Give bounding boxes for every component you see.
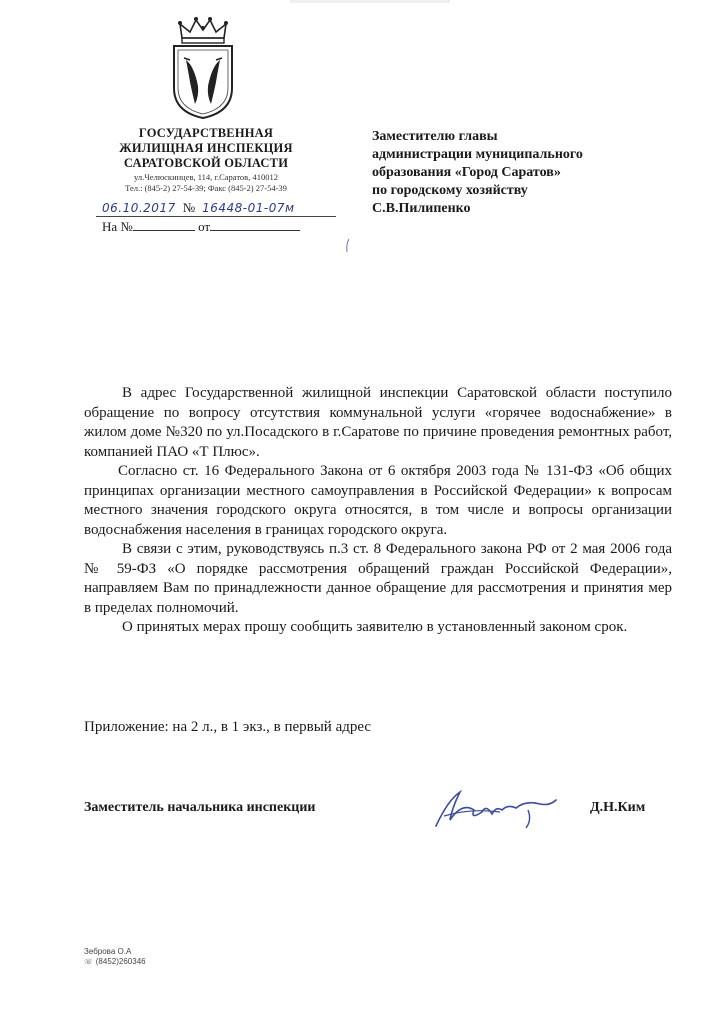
pen-mark-icon [344,238,352,254]
org-name-line: САРАТОВСКОЙ ОБЛАСТИ [123,156,289,170]
signer-name: Д.Н.Ким [590,800,646,815]
addressee-line: Заместителю главы [372,129,498,144]
registration-number: 16448-01-07м [202,201,295,215]
signer-title: Заместитель начальника инспекции [84,800,316,815]
body-paragraph: О принятых мерах прошу сообщить заявителю в установленный законом срок. [122,619,628,635]
executor-phone: (8452)260346 [95,957,146,966]
executor-phone-line [84,957,146,968]
addressee-line: образования «Город Саратов» [372,165,561,180]
reply-date-blank [210,218,300,231]
org-name-line: ЖИЛИЩНАЯ ИНСПЕКЦИЯ [119,141,293,155]
addressee-block [372,128,672,218]
addressee-line: по городскому хозяйству [372,183,528,198]
handwritten-signature-icon [430,786,560,830]
body-paragraph: В связи с этим, руководствуясь п.3 ст. 8 Федерального закона РФ от 2 мая 2006 года № 59-ФЗ «О порядке рассмотрения обращений граждан Российской Федерации», направляем Вам по принадлежности данное обращение для рассмотрения и принятия мер в пределах полномочий. [84,541,672,616]
reply-ot-label: от [198,219,211,234]
letter-body [84,384,672,638]
org-address: ул.Челюскинцев, 114, г.Саратов, 410012 [134,172,278,182]
org-name-line: ГОСУДАРСТВЕННАЯ [138,126,274,140]
organization-name [100,126,312,171]
organization-contacts [100,172,312,194]
org-phones: Тел.: (845-2) 27-54-39; Факс (845-2) 27-54-39 [125,183,287,193]
scan-artifact [290,0,450,6]
registration-underline [96,216,336,217]
body-paragraph: В адрес Государственной жилищной инспекции Саратовской области поступило обращение по вопросу отсутствия коммунальной услуги «горячее водоснабжение» в жилом доме №320 по ул.Посадского в г.Саратове по причине проведения ремонтных работ, компанией ПАО «Т Плюс». [84,385,672,460]
attachment-note: Приложение: на 2 л., в 1 экз., в первый адрес [84,719,372,735]
registration-date: 06.10.2017 [102,201,176,215]
addressee-line: администрации муниципального [372,147,583,162]
reply-reference-line [102,218,300,235]
reply-number-blank [133,218,195,231]
reply-na-label: На № [102,219,133,234]
addressee-line: С.В.Пилипенко [372,201,471,216]
executor-info [84,947,146,968]
coat-of-arms-icon [168,16,238,120]
executor-name: Зеброва О.А [84,947,132,956]
number-label: № [182,200,196,215]
registration-line [96,200,336,218]
body-paragraph: Согласно ст. 16 Федерального Закона от 6 октября 2003 года № 131-ФЗ «Об общих принципах организации местного самоуправления в Российской Федерации» к вопросам местного значения городского округа относятся, в том числе и вопросы организации водоснабжения населения в границах городского округа. [84,463,672,538]
phone-icon: ☏ [84,959,93,966]
